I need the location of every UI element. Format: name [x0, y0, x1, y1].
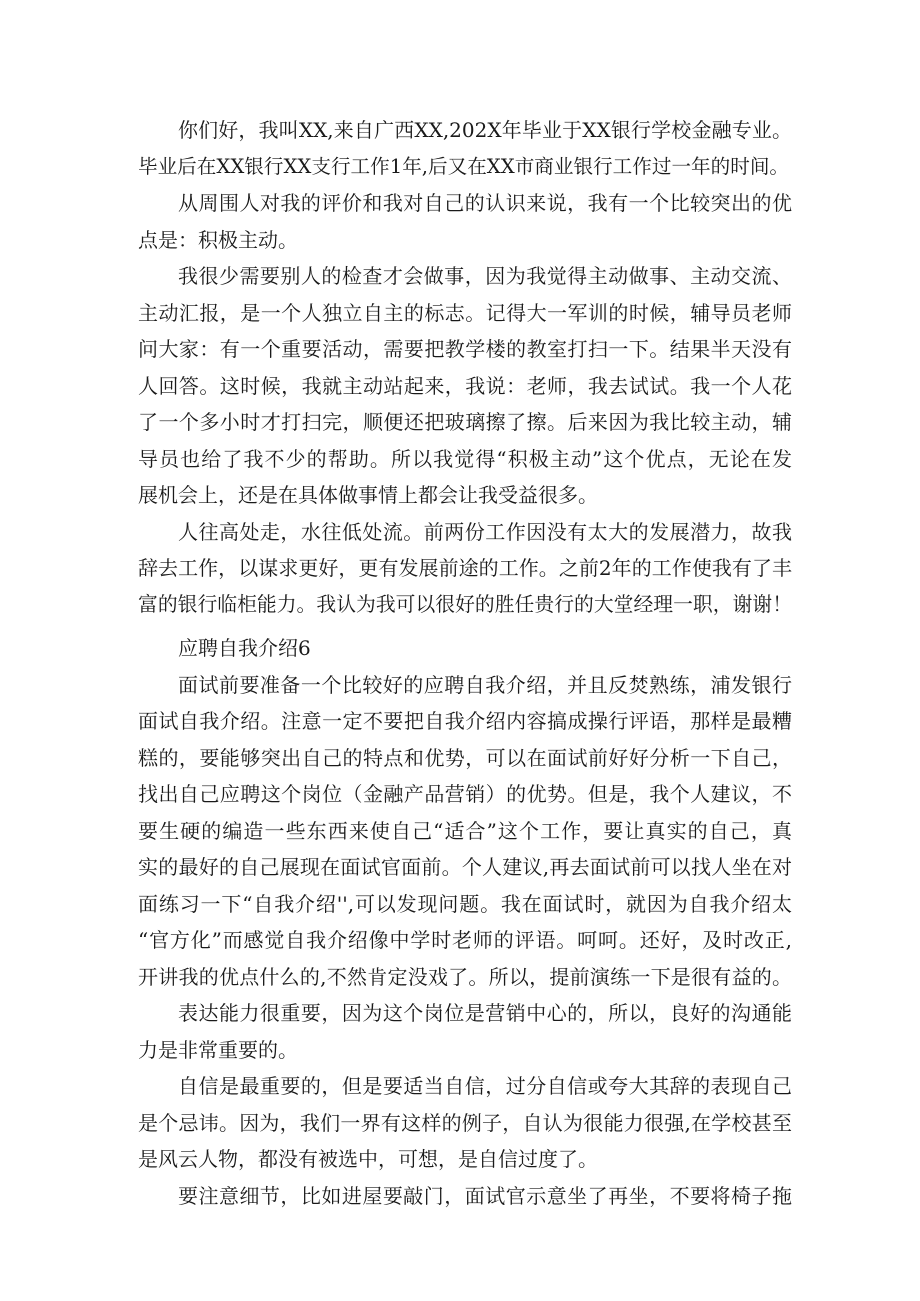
paragraph-line: 要注意细节，比如进屋要敲门，面试官示意坐了再坐，不要将椅子拖: [178, 1183, 792, 1208]
paragraph-line: 实的最好的自己展现在面试官面前。个人建议,再去面试前可以找人坐在对: [138, 855, 792, 879]
paragraph-line: 糕的，要能够突出自己的特点和优势，可以在面试前好好分析一下自己，: [138, 745, 792, 770]
paragraph-line: 表达能力很重要，因为这个岗位是营销中心的，所以，良好的沟通能: [178, 1001, 792, 1025]
paragraph-line: 面试自我介绍。注意一定不要把自我介绍内容搞成操行评语，那样是最糟: [138, 709, 792, 733]
paragraph-line: 导员也给了我不少的帮助。所以我觉得“积极主动”这个优点，无论在发: [138, 446, 792, 471]
interview-section: [138, 630, 792, 1214]
paragraph-line: “官方化”而感觉自我介绍像中学时老师的评语。呵呵。还好，及时改正,: [138, 928, 792, 952]
paragraph-line: 我很少需要别人的检查才会做事，因为我觉得主动做事、主动交流、: [178, 264, 792, 288]
paragraph-line: 开讲我的优点什么的,不然肯定没戏了。所以，提前演练一下是很有益的。: [138, 964, 792, 989]
paragraph-line: 面试前要准备一个比较好的应聘自我介绍，并且反焚熟练，浦发银行: [178, 672, 792, 697]
paragraph-line: 你们好，我叫XX,来自广西XX,202X年毕业于XX银行学校金融专业。: [178, 118, 792, 142]
paragraph-line: 富的银行临柜能力。我认为我可以很好的胜任贵行的大堂经理一职，谢谢！: [138, 592, 792, 616]
intro-section: [138, 112, 792, 623]
paragraph-line: 了一个多小时才打扫完，顺便还把玻璃擦了擦。后来因为我比较主动，辅: [138, 410, 792, 434]
paragraph-line: 面练习一下“自我介绍'',可以发现问题。我在面试时，就因为自我介绍太: [138, 891, 792, 916]
paragraph-line: 是风云人物，都没有被选中，可想，是自信过度了。: [138, 1147, 598, 1171]
paragraph-line: 自信是最重要的，但是要适当自信，过分自信或夸大其辞的表现自己: [178, 1074, 792, 1098]
paragraph-line: 毕业后在XX银行XX支行工作1年,后又在XX市商业银行工作过一年的时间。: [138, 154, 790, 178]
paragraph-line: 找出自己应聘这个岗位（金融产品营销）的优势。但是，我个人建议，不: [138, 782, 792, 806]
paragraph-line: 人往高处走，水往低处流。前两份工作因没有太大的发展潜力，故我: [178, 519, 792, 544]
paragraph-line: 从周围人对我的评价和我对自己的认识来说，我有一个比较突出的优: [178, 191, 792, 215]
paragraph-line: 辞去工作，以谋求更好，更有发展前途的工作。之前2年的工作使我有了丰: [138, 556, 792, 580]
paragraph-line: 展机会上，还是在具体做事情上都会让我受益很多。: [138, 483, 598, 507]
paragraph-line: 力是非常重要的。: [138, 1037, 298, 1062]
section-heading: 应聘自我介绍6: [178, 636, 311, 660]
paragraph-line: 点是：积极主动。: [138, 227, 298, 252]
paragraph-line: 要生硬的编造一些东西来使自己“适合”这个工作，要让真实的自己，真: [138, 818, 792, 843]
paragraph-line: 问大家：有一个重要活动，需要把教学楼的教室打扫一下。结果半天没有: [138, 337, 792, 361]
paragraph-line: 是个忌讳。因为，我们一界有这样的例子，自认为很能力很强,在学校甚至: [138, 1110, 792, 1135]
paragraph-line: 人回答。这时候，我就主动站起来，我说：老师，我去试试。我一个人花: [138, 373, 792, 398]
paragraph-line: 主动汇报，是一个人独立自主的标志。记得大一军训的时候，辅导员老师: [138, 300, 792, 325]
